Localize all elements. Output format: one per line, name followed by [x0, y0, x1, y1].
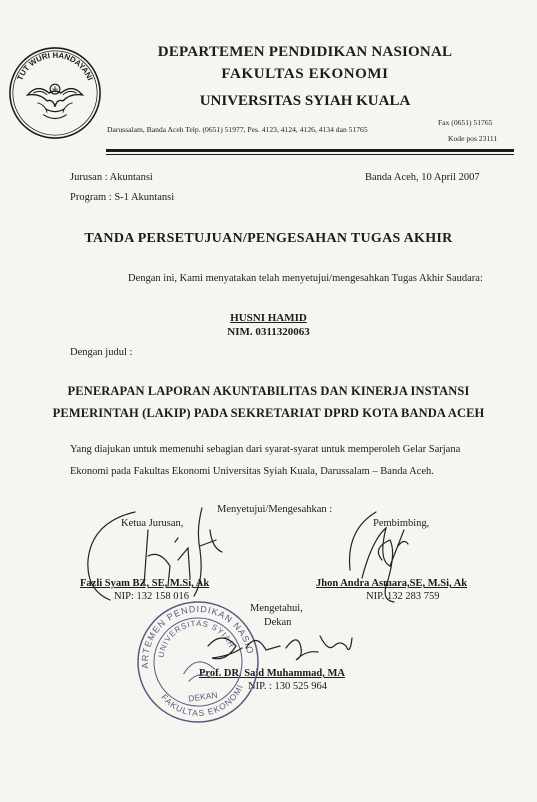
dekan-role-mengetahui: Mengetahui, — [250, 603, 303, 614]
stamp-ring-bottom: FAKULTAS EKONOMI — [159, 682, 246, 719]
faculty-heading: FAKULTAS EKONOMI — [221, 66, 389, 82]
fax-number: Fax (0651) 51765 — [438, 118, 493, 127]
stamp-ring-top: DEPARTEMEN PENDIDIKAN NASIONAL — [139, 603, 256, 669]
judul-label: Dengan judul : — [70, 347, 133, 358]
ketua-role: Ketua Jurusan, — [121, 518, 184, 529]
pembimbing-signature — [350, 512, 408, 602]
pembimbing-role: Pembimbing, — [373, 518, 430, 529]
university-heading: UNIVERSITAS SYIAH KUALA — [199, 93, 411, 109]
student-name: HUSNI HAMID — [230, 312, 307, 324]
approval-label: Menyetujui/Mengesahkan : — [217, 504, 333, 515]
svg-text:FAKULTAS EKONOMI — [159, 681, 249, 723]
purpose-line1: Yang diajukan untuk memenuhi sebagian dari syarat-syarat untuk memperoleh Gelar Sarjana — [70, 444, 461, 455]
ketua-name: Fazli Syam BZ, SE, M.Si, Ak — [80, 578, 210, 589]
thesis-title-line1: PENERAPAN LAPORAN AKUNTABILITAS DAN KINERJA INSTANSI — [67, 384, 470, 398]
dekan-role: Dekan — [264, 617, 292, 628]
intro-statement: Dengan ini, Kami menyatakan telah menyetujui/mengesahkan Tugas Akhir Saudara: — [128, 273, 483, 284]
ketua-signature — [88, 508, 222, 600]
dekan-nip: NIP. : 130 525 964 — [248, 681, 328, 692]
ministry-heading: DEPARTEMEN PENDIDIKAN NASIONAL — [157, 44, 453, 60]
place-date: Banda Aceh, 10 April 2007 — [365, 172, 480, 183]
thesis-title-line2: PEMERINTAH (LAKIP) PADA SEKRETARIAT DPRD KOTA BANDA ACEH — [52, 406, 485, 420]
logo-ring-text: TUT WURI HANDAYANI — [15, 50, 95, 82]
program-line: Program : S-1 Akuntansi — [70, 192, 175, 203]
document-title: TANDA PERSETUJUAN/PENGESAHAN TUGAS AKHIR — [84, 231, 453, 246]
student-nim: NIM. 0311320063 — [227, 326, 310, 338]
dean-stamp — [0, 0, 266, 749]
stamp-inner-text: UNIVERSITAS SYIAH — [156, 618, 237, 659]
postal-code: Kode pos 23111 — [448, 134, 498, 143]
ketua-nip: NIP: 132 158 016 — [114, 591, 189, 602]
svg-text:DEPARTEMEN PENDIDIKAN NASIONAL — [0, 0, 256, 690]
purpose-line2: Ekonomi pada Fakultas Ekonomi Universitas Syiah Kuala, Darussalam – Banda Aceh. — [70, 466, 434, 477]
dekan-name: Prof. DR. Said Muhammad, MA — [199, 668, 345, 679]
address-line: Darussalam, Banda Aceh Telp. (0651) 51977, Pes. 4123, 4124, 4126, 4134 dan 51765 — [107, 125, 368, 134]
pembimbing-name: Jhon Andra Asmara,SE, M.Si, Ak — [316, 578, 468, 589]
pembimbing-nip: NIP. 132 283 759 — [366, 591, 440, 602]
stamp-center-text: DEKAN — [187, 689, 219, 704]
department-line: Jurusan : Akuntansi — [70, 172, 153, 183]
